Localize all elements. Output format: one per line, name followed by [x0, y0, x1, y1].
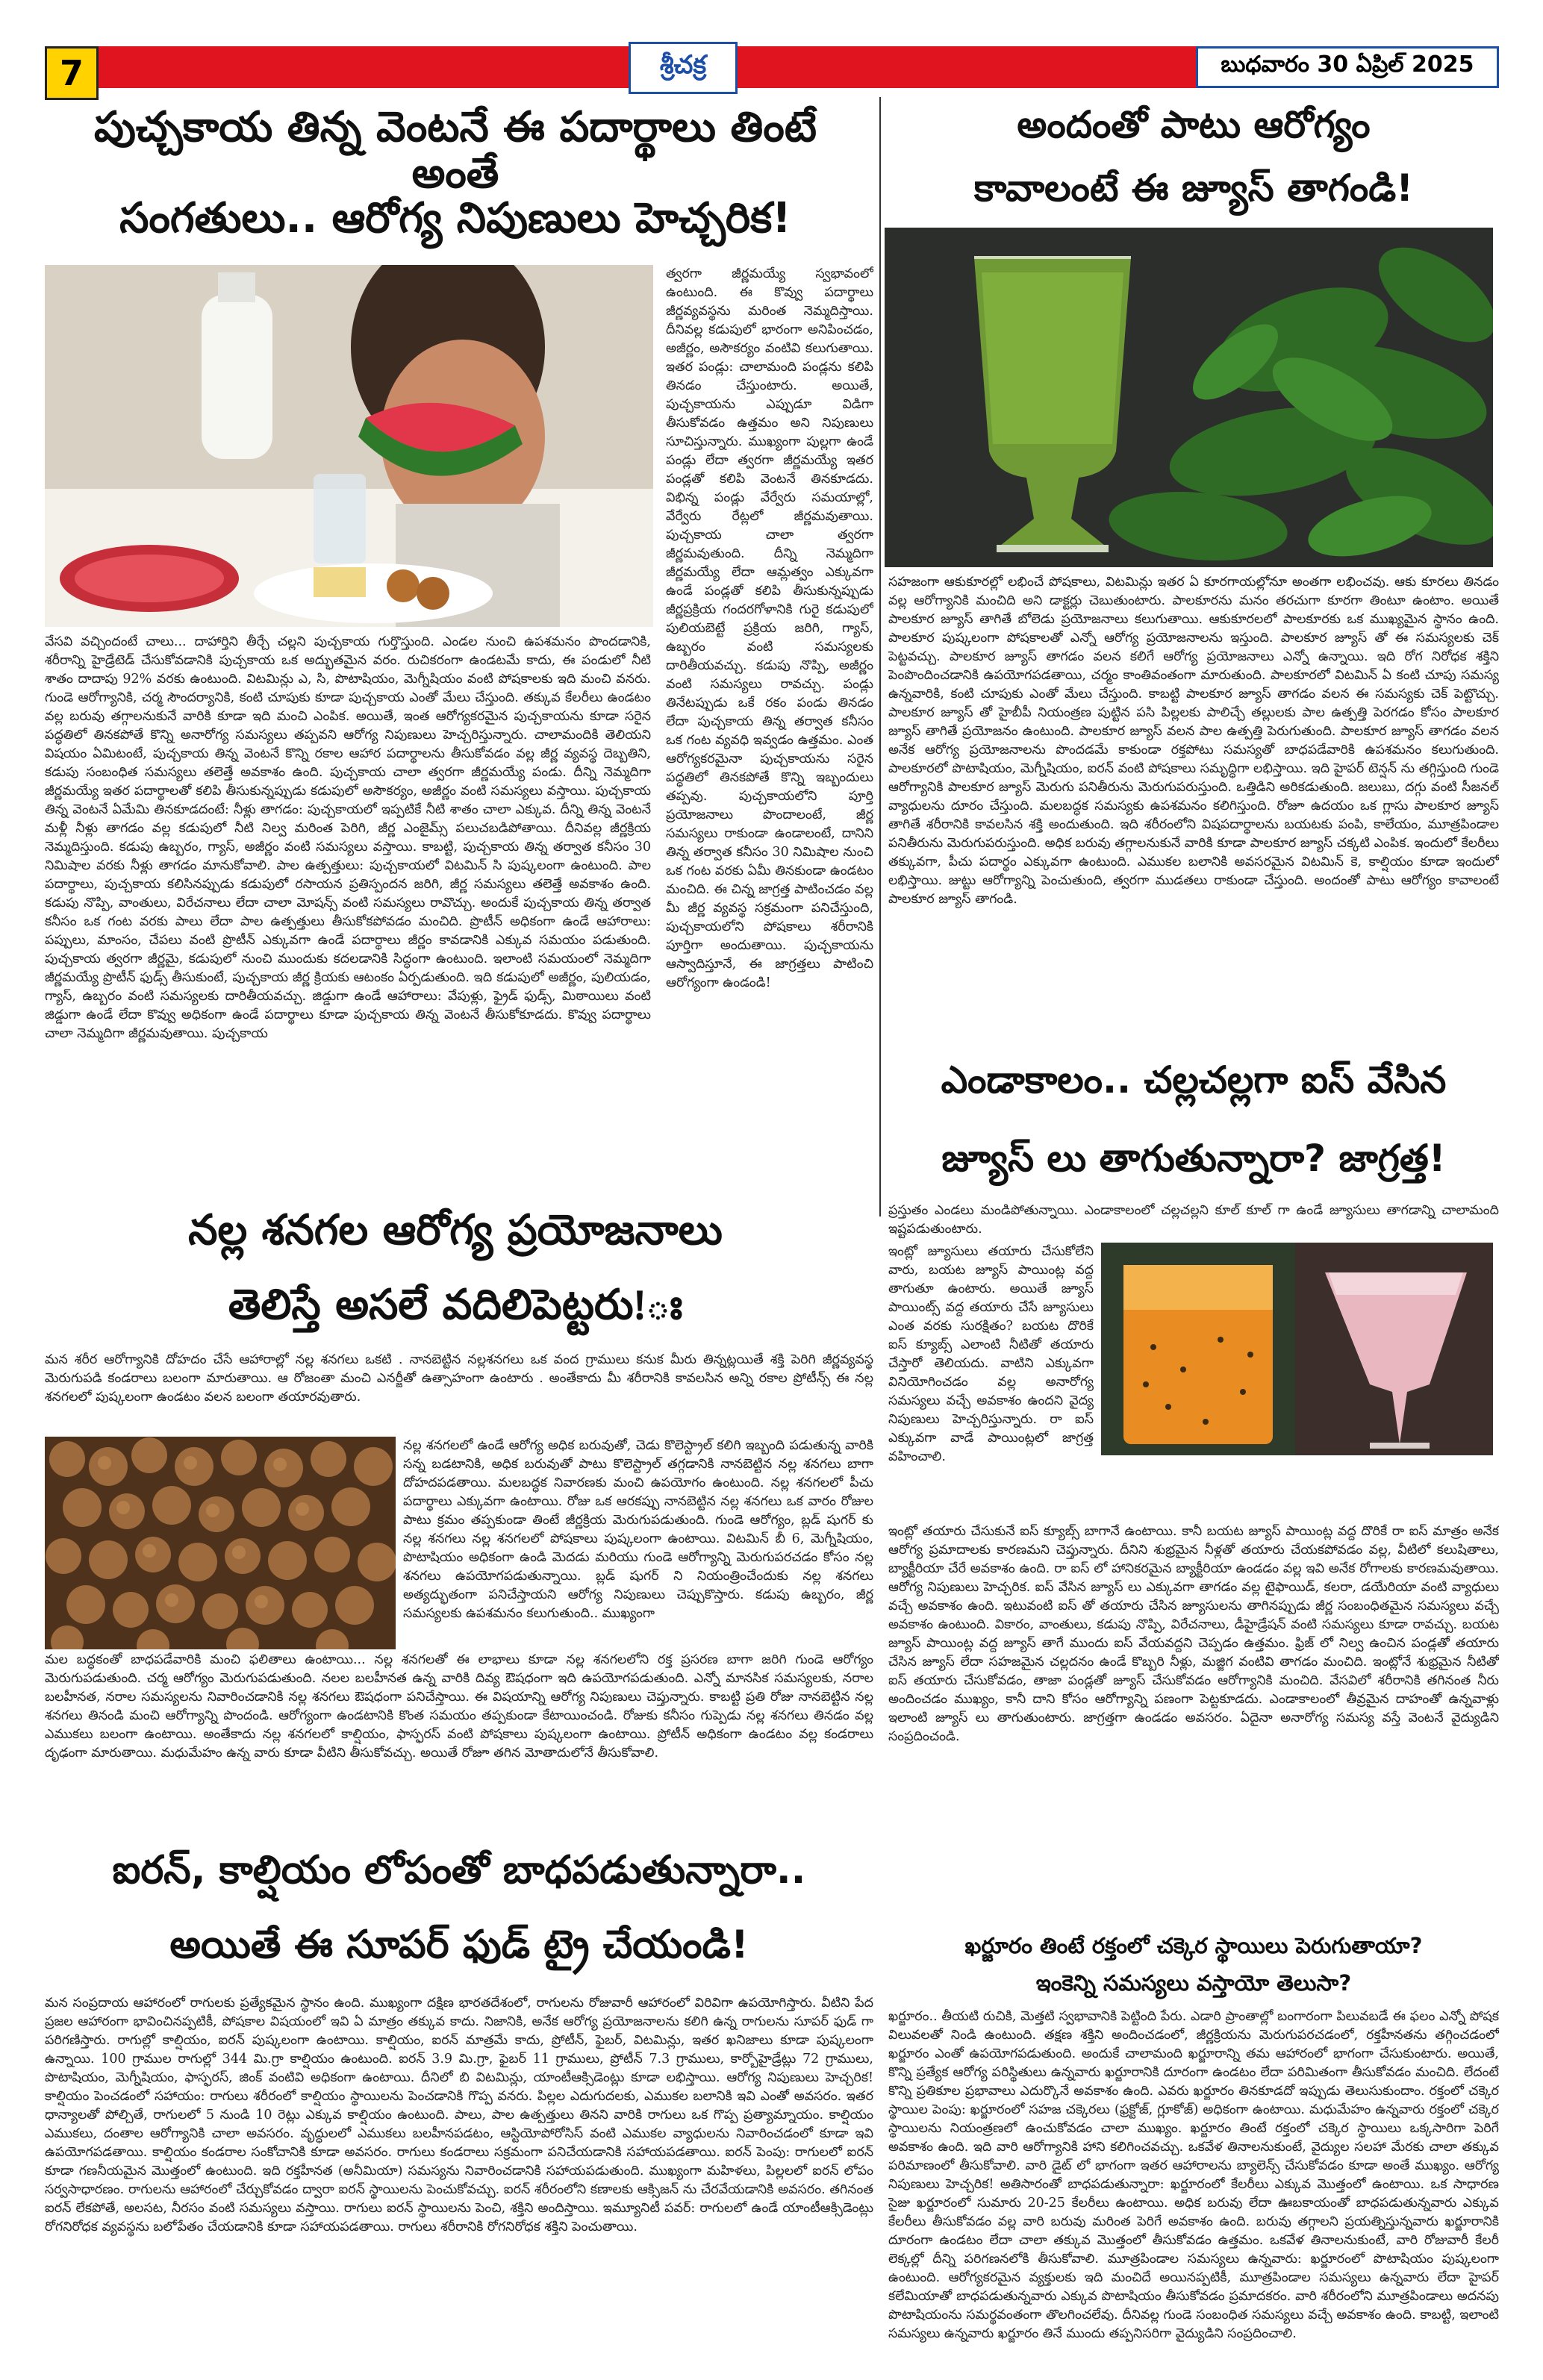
- page-number: 7: [45, 46, 99, 100]
- a1-headline-line2: సంగతులు.. ఆరోగ్య నిపుణులు హెచ్చరిక!: [119, 194, 791, 243]
- a1-side-column: త్వరగా జీర్ణమయ్యే స్వభావంలో ఉంటుంది. ఈ కొవ్వు పదార్థాలు జీర్ణవ్యవస్థను మరింత నెమ్మదిస్తాయి. దీనివల్ల కడుపులో భారంగా అనిపించడం, అజీర్ణం, అసౌకర్యం వంటివి కలుగుతాయి. ఇతర పండ్లు: చాలామంది పండ్లను కలిపి తినడం చేస్తుంటారు. అయితే, పుచ్చకాయను ఎప్పుడూ విడిగా తీసుకోవడం ఉత్తమం అని నిపుణులు సూచిస్తున్నారు. ముఖ్యంగా పుల్లగా ఉండే పండ్లు లేదా త్వరగా జీర్ణమయ్యే ఇతర పండ్లతో కలిపి వెంటనే తినకూడదు. విభిన్న పండ్లు వేర్వేరు సమయాల్లో, వేర్వేరు రేట్లలో జీర్ణమవుతాయి. పుచ్చకాయ చాలా త్వరగా జీర్ణమవుతుంది. దీన్ని నెమ్మదిగా జీర్ణమయ్యే లేదా ఆమ్లత్వం ఎక్కువగా ఉండే పండ్లతో కలిపి తీసుకున్నప్పుడు జీర్ణప్రక్రియ గందరగోళానికి గురై కడుపులో పులియబెట్టే ప్రక్రియ జరిగి, గ్యాస్, ఉబ్బరం వంటి సమస్యలకు దారితీయవచ్చు. కడుపు నొప్పి, అజీర్ణం వంటి సమస్యలు రావచ్చు. పండ్లు తినేటప్పుడు ఒకే రకం పండు తినడం లేదా పుచ్చకాయ తిన్న తర్వాత కనీసం ఒక గంట వ్యవధి ఇవ్వడం ఉత్తమం. ఎంత ఆరోగ్యకరమైనా పుచ్చకాయను సరైన పద్ధతిలో తినకపోతే కొన్ని ఇబ్బందులు తప్పవు. పుచ్చకాయలోని పూర్తి ప్రయోజనాలు పొందాలంటే, జీర్ణ సమస్యలు రాకుండా ఉండాలంటే, దానిని తిన్న తర్వాత కనీసం 30 నిమిషాల నుంచి ఒక గంట వరకు ఏమీ తినకుండా ఉండటం మంచిది. ఈ చిన్న జాగ్రత్త పాటించడం వల్ల మీ జీర్ణ వ్యవస్థ సక్రమంగా పనిచేస్తుంది, పుచ్చకాయలోని పోషకాలు శరీరానికి పూర్తిగా అందుతాయి. పుచ్చకాయను ఆస్వాదిస్తూనే, ఈ జాగ్రత్తలు పాటించి ఆరోగ్యంగా ఉండండి!: [666, 266, 873, 990]
- a4-headline-line2: కావాలంటే ఈ జ్యూస్ తాగండి!: [973, 166, 1414, 210]
- column-divider: [879, 97, 881, 1216]
- a2-side-text: నల్ల శనగలలో ఉండే ఆరోగ్య అధిక బరువుతో, చెడు కొలెస్ట్రాల్ కలిగి ఇబ్బంది పడుతున్న వారికి సన్న బడటానికి, అధిక బరువుతో పాటు కొలెస్ట్రాల్ తగ్గడానికి నానబెట్టిన నల్ల శనగలు బాగా దోహదపడతాయి. మలబద్ధక నివారణకు మంచి ఉపయోగం ఉంటుంది. నల్ల శనగలలో పీచు పదార్థాలు ఎక్కువగా ఉంటాయి. రోజు ఒక ఆరకప్పు నానబెట్టిన నల్ల శనగలు ఒక వారం రోజుల పాటు క్రమం తప్పకుండా తింటే జీర్ణక్రియ మెరుగుపడుతుంది. గుండె ఆరోగ్యం, బ్లడ్ షుగర్ కు నల్ల శనగలు నల్ల శనగలలో పోషకాలు పుష్కలంగా ఉంటాయి. విటమిన్ బీ 6, మెగ్నీషియం, పొటాషియం అధికంగా ఉండి మెదడు మరియు గుండె ఆరోగ్యాన్ని మెరుగుపరచడం కోసం నల్ల శనగలు ఉపయోగపడుతున్నాయి. బ్లడ్ షుగర్ ని నియంత్రించేందుకు నల్ల శనగలు అత్యద్భుతంగా పనిచేస్తాయని ఆరోగ్య నిపుణులు చెప్పుకొస్తారు. కడుపు ఉబ్బరం, జీర్ణ సమస్యలకు ఉపశమనం కలుగుతుంది.. ముఖ్యంగా: [403, 1438, 873, 1621]
- a5-headline-line2: జ్యూస్ లు తాగుతున్నారా? జాగ్రత్త!: [941, 1137, 1446, 1180]
- a3-headline-line2: అయితే ఈ సూపర్ ఫుడ్ ట్రై చేయండి!: [169, 1923, 749, 1967]
- a6-headline-line1: ఖర్జూరం తింటే రక్తంలో చక్కెర స్థాయిలు పెరుగుతాయా?: [964, 1933, 1423, 1958]
- a4-body-text: సహజంగా ఆకుకూరల్లో లభించే పోషకాలు, విటమిన్లు ఇతర ఏ కూరగాయల్లోనూ అంతగా లభించవు. ఆకు కూరలు తినడం వల్ల ఆరోగ్యానికి మంచిది అని డాక్టర్లు చెబుతుంటారు. పాలకూరను మనం తరచుగా కూరగా తింటూ ఉంటాం. అయితే పాలకూర జ్యూస్ తాగితే బోలెడు ప్రయోజనాలు కలుగుతాయి. ఆకుకూరలలో పాలకూరకు ఒక ముఖ్యమైన స్థానం ఉంది. పాలకూర పుష్కలంగా పోషకాలతో ఎన్నో ఆరోగ్య ప్రయోజనాలను ఇస్తుంది. పాలకూర జ్యూస్ తో ఈ సమస్యలకు చెక్ పెట్టవచ్చు. పాలకూర జ్యూస్ తాగడం వలన కలిగే ఆరోగ్య ప్రయోజనాలు ఎన్నో ఉన్నాయి. ఇది రోగ నిరోధక శక్తిని పెంపొందించడానికి ఉపయోగపడతాయి, చర్మం కాంతివంతంగా మారుతుంది. పాలకూరలో విటమిన్ ఏ కంటి చూపు సమస్య ఉన్నవారికి, కంటి చూపుకు ఎంతో మేలు చేస్తుంది. కాబట్టి పాలకూర జ్యూస్ తాగడం వలన ఈ సమస్యకు చెక్ పెట్టొచ్చు. పాలకూర జ్యూస్ తో హైబీపీ నియంత్రణ పుట్టిన పసి పిల్లలకు పాలిచ్చే తల్లులకు పాల ఉత్పత్తి పెరగడం కోసం పాలకూర జ్యూస్ తాగితే ప్రయోజనం ఉంటుంది. పాలకూర జ్యూస్ వలన పాల ఉత్పత్తి పెరుగుతుంది. పాలకూర జ్యూస్ తాగడం వలన అనేక ఆరోగ్య ప్రయోజనాలను పొందడమే కాకుండా రక్తపోటు సమస్యతో బాధపడేవారికి ఉపశమనం కలుగుతుంది. పాలకూరలో పొటాషియం, మెగ్నీషియం, ఐరన్ వంటి పోషకాలు సమృద్ధిగా లభిస్తాయి. ఇది హైపర్ టెన్షన్ ను తగ్గిస్తుంది గుండె ఆరోగ్యానికి పాలకూర జ్యూస్ మెరుగు పనితీరును మెరుగుపరుస్తుంది. ఒత్తిడిని అరికడుతుంది. జలుబు, దగ్గు వంటి సీజనల్ వ్యాధులను దూరం చేస్తుంది. మలబద్ధక సమస్యకు ఉపశమనం కలిగిస్తుంది. రోజూ ఉదయం ఒక గ్లాసు పాలకూర జ్యూస్ తాగితే శరీరానికి కావలసిన శక్తి అందుతుంది. ఇది శరీరంలోని విషపదార్థాలను బయటకు పంపి, కాలేయం, మూత్రపిండాల పనితీరును మెరుగుపరుస్తుంది. అధిక బరువు తగ్గాలనుకునే వారికి కూడా పాలకూర జ్యూస్ చక్కటి ఎంపిక. ఇందులో కేలరీలు తక్కువగా, పీచు పదార్థం ఎక్కువగా ఉంటుంది. ఎముకల బలానికి అవసరమైన విటమిన్ కె, కాల్షియం కూడా ఇందులో లభిస్తాయి. జుట్టు ఆరోగ్యాన్ని పెంచుతుంది, త్వరగా ముడతలు రాకుండా చేస్తుంది. అందంతో పాటు ఆరోగ్యం కావాలంటే పాలకూర జ్యూస్ తాగండి.: [888, 575, 1499, 907]
- a4-headline-line1: అందంతో పాటు ఆరోగ్యం: [1017, 103, 1371, 146]
- watermelon-photo: [45, 265, 653, 627]
- a5-side-text: ఇంట్లో జ్యూసులు తయారు చేసుకోలేని వారు, బయట జ్యూస్ పాయింట్ల వద్ద తాగుతూ ఉంటారు. అయితే జ్యూస్ పాయింట్స్ వద్ద తయారు చేసే జ్యూసులు ఎంత వరకు సురక్షితం? బయట దొరికే ఐస్ క్యూబ్స్ ఎలాంటి నీటితో తయారు చేస్తారో తెలియదు. వాటిని ఎక్కువగా వినియోగించడం వల్ల అనారోగ్య సమస్యలు వచ్చే అవకాశం ఉందని వైద్య నిపుణులు హెచ్చరిస్తున్నారు. రా ఐస్ ఎక్కువగా వాడే పాయింట్లలో జాగ్రత్త వహించాలి.: [888, 1244, 1094, 1464]
- a6-headline-line2: ఇంకెన్ని సమస్యలు వస్తాయో తెలుసా?: [1035, 1970, 1352, 1996]
- a5-body-text: ఇంట్లో తయారు చేసుకునే ఐస్ క్యూబ్స్ బాగానే ఉంటాయి. కానీ బయట జ్యూస్ పాయింట్ల వద్ద దొరికే రా ఐస్ మాత్రం అనేక ఆరోగ్య ప్రమాదాలకు కారణమని చెప్తున్నారు. దీనిని శుభ్రమైన నీళ్లతో తయారు చేయకపోవడం వల్ల, వీటిలో కలుషితాలు, బ్యాక్టీరియా చేరే అవకాశం ఉంది. రా ఐస్ లో హానికరమైన బ్యాక్టీరియా ఉండడం వల్ల ఇవి అనేక రోగాలకు కారణమవుతాయి. ఆరోగ్య నిపుణులు హెచ్చరిక. ఐస్ వేసిన జ్యూస్ లు ఎక్కువగా తాగడం వల్ల టైఫాయిడ్, కలరా, డయేరియా వంటి వ్యాధులు వచ్చే అవకాశం ఉంది. ఇటువంటి ఐస్ తో తయారు చేసిన జ్యూసులను తాగినప్పుడు జీర్ణ సంబంధితమైన సమస్యలు వచ్చే అవకాశం ఉంటుంది. వికారం, వాంతులు, కడుపు నొప్పి, విరేచనాలు, డీహైడ్రేషన్ వంటి సమస్యలు కూడా రావచ్చు. బయట జ్యూస్ పాయింట్ల వద్ద జ్యూస్ తాగే ముందు ఐస్ వేయవద్దని చెప్పడం ఉత్తమం. ఫ్రిజ్ లో నిల్వ ఉంచిన పండ్లతో తయారు చేసిన జ్యూస్ లేదా సహజమైన చల్లదనం ఉండే కొబ్బరి నీళ్లు, మజ్జిగ వంటివి తాగడం మంచిది. ఇంట్లోనే శుభ్రమైన నీటితో ఐస్ తయారు చేసుకోవడం, తాజా పండ్లతో జ్యూస్ చేసుకోవడం ఆరోగ్యానికి మంచిది. వేసవిలో శరీరానికి తగినంత నీరు అందించడం ముఖ్యం, కానీ దాని కోసం ఆరోగ్యాన్ని పణంగా పెట్టకూడదు. ఎండాకాలంలో తీవ్రమైన దాహంతో ఉన్నవాళ్లు ఇలాంటి జ్యూస్ లు తాగుతుంటారు. జాగ్రత్తగా ఉండడం అవసరం. ఏదైనా అనారోగ్య సమస్య వస్తే వెంటనే వైద్యుడిని సంప్రదించండి.: [888, 1524, 1499, 1744]
- a1-body-text: వేసవి వచ్చిందంటే చాలు... దాహార్తిని తీర్చే చల్లని పుచ్చకాయ గుర్తొస్తుంది. ఎండల నుంచి ఉపశమనం పొందడానికి, శరీరాన్ని హైడ్రేటెడ్ చేసుకోవడానికి పుచ్చకాయ ఒక అద్భుతమైన వరం. రుచికరంగా ఉండటమే కాదు, ఈ పండులో నీటి శాతం దాదాపు 92% వరకు ఉంటుంది. విటమిన్లు ఎ, సి, పొటాషియం, మెగ్నీషియం వంటి పోషకాలకు ఇది మంచి వనరు. గుండె ఆరోగ్యానికి, చర్మ సౌందర్యానికి, కంటి చూపుకు కూడా పుచ్చకాయ ఎంతో మేలు చేస్తుంది. తక్కువ కేలరీలు ఉండటం వల్ల బరువు తగ్గాలనుకునే వారికి కూడా ఇది మంచి ఎంపిక. అయితే, ఇంత ఆరోగ్యకరమైన పుచ్చకాయను కూడా సరైన పద్ధతిలో తినకపోతే కొన్ని అనారోగ్య సమస్యలు తప్పవని ఆరోగ్య నిపుణులు హెచ్చరిస్తున్నారు. చాలామందికి తెలియని విషయం ఏమిటంటే, పుచ్చకాయ తిన్న వెంటనే కొన్ని రకాల ఆహార పదార్థాలను తీసుకోవడం వల్ల జీర్ణ వ్యవస్థ దెబ్బతిని, కడుపు సంబంధిత సమస్యలు తలెత్తే అవకాశం ఉంది. పుచ్చకాయ చాలా త్వరగా జీర్ణమయ్యే పండు. దీన్ని నెమ్మదిగా జీర్ణమయ్యే ఇతర పదార్థాలతో కలిపి తీసుకున్నప్పుడు కడుపులో అసౌకర్యం, అజీర్ణం వంటి సమస్యలు వస్తాయి. పుచ్చకాయ తిన్న వెంటనే ఏమేమి తినకూడదంటే: నీళ్లు తాగడం: పుచ్చకాయలో ఇప్పటికే నీటి శాతం చాలా ఎక్కువ. దీన్ని తిన్న వెంటనే మళ్లీ నీళ్లు తాగడం వల్ల కడుపులో నీటి నిల్వ మరింత పెరిగి, జీర్ణ ఎంజైమ్స్ పలుచబడిపోతాయి. దీనివల్ల జీర్ణక్రియ నెమ్మదిస్తుంది. కడుపు ఉబ్బరం, గ్యాస్, అజీర్ణం వంటి సమస్యలు వస్తాయి. కాబట్టి, పుచ్చకాయ తిన్న తర్వాత కనీసం 30 నిమిషాల వరకు నీళ్లు తాగడం మానుకోవాలి. పాల ఉత్పత్తులు: పుచ్చకాయలో విటమిన్ సి పుష్కలంగా ఉంటుంది. పాల పదార్థాలు, పుచ్చకాయ కలిసినప్పుడు కడుపులో రసాయన ప్రతిస్పందన జరిగి, జీర్ణ సమస్యలు తలెత్తే అవకాశం ఉంది. కడుపు నొప్పి, వాంతులు, విరేచనాలు లేదా చాలా మోషన్స్ వంటి సమస్యలు రావొచ్చు. అందుకే పుచ్చకాయ తిన్న తర్వాత కనీసం ఒక గంట వరకు పాలు లేదా పాల ఉత్పత్తులు తీసుకోకపోవడం మంచిది. ప్రొటీన్ అధికంగా ఉండే ఆహారాలు: పప్పులు, మాంసం, చేపలు వంటి ప్రొటీన్ ఎక్కువగా ఉండే పదార్థాలు జీర్ణం కావడానికి ఎక్కువ సమయం పడుతుంది. పుచ్చకాయ త్వరగా జీర్ణమై, కడుపులో నుంచి ముందుకు కదలడానికి సిద్ధంగా ఉంటుంది. ఇలాంటి సమయంలో నెమ్మదిగా జీర్ణమయ్యే ప్రొటీన్ ఫుడ్స్ తీసుకుంటే, పుచ్చకాయ జీర్ణ క్రియకు ఆటంకం ఏర్పడుతుంది. ఇది కడుపులో అజీర్ణం, పులియడం, గ్యాస్, ఉబ్బరం వంటి సమస్యలకు దారితీయవచ్చు. జిడ్డుగా ఉండే ఆహారాలు: వేపుళ్లు, ఫ్రైడ్ ఫుడ్స్, మిఠాయిలు వంటి జిడ్డుగా ఉండే లేదా కొవ్వు అధికంగా ఉండే పదార్థాలు కూడా పుచ్చకాయ తిన్న వెంటనే తీసుకోకూడదు. కొవ్వు పదార్థాలు చాలా నెమ్మదిగా జీర్ణమవుతాయి. పుచ్చకాయ: [45, 634, 651, 1041]
- a1-headline-line1: పుచ్చకాయ తిన్న వెంటనే ఈ పదార్థాలు తింటే అంతే: [94, 103, 817, 198]
- a2-body-text: మల బద్ధకంతో బాధపడేవారికి మంచి ఫలితాలు ఉంటాయి... నల్ల శనగలతో ఈ లాభాలు కూడా నల్ల శనగలలోని రక్త ప్రసరణ బాగా జరిగి గుండె ఆరోగ్యం మెరుగుపడుతుంది. చర్మ ఆరోగ్యం మెరుగుపడుతుంది. నలల బలహీనత ఉన్న వారికి దివ్య ఔషధంగా ఇది ఉపయోగపడుతుంది. ఎన్నో మానసిక సమస్యలకు, నరాల బలహీనత, నరాల సమస్యలను నివారించడానికి నల్ల శనగలు ఔషధంగా పనిచేస్తాయి. ఈ విషయాన్ని ఆరోగ్య నిపుణులు చెప్తున్నారు. కాబట్టి ప్రతి రోజు నానబెట్టిన నల్ల శనగలు తినండి మంచి ఆరోగ్యాన్ని పొందండి. ఆరోగ్యంగా ఉండటానికి కొంత సమయం తప్పకుండా కేటాయించండి. రోజుకు కనీసం గుప్పెడు నల్ల శనగలు తినడం వల్ల ఎముకలు బలంగా ఉంటాయి. అంతేకాదు నల్ల శనగలలో కాల్షియం, ఫాస్ఫరస్ వంటి పోషకాలు పుష్కలంగా ఉంటాయి. ప్రోటీన్ అధికంగా ఉండటం వల్ల కండరాలు దృఢంగా మారుతాయి. మధుమేహం ఉన్న వారు కూడా వీటిని తీసుకోవచ్చు. అయితే రోజూ తగిన మోతాదులోనే తీసుకోవాలి.: [45, 1652, 873, 1761]
- a3-headline-line1: ఐరన్, కాల్షియం లోపంతో బాధపడుతున్నారా..: [112, 1848, 806, 1893]
- a5-headline-line1: ఎండాకాలం.. చల్లచల్లగా ఐస్ వేసిన: [941, 1058, 1447, 1102]
- iced-juices-photo: [1101, 1243, 1493, 1455]
- spinach-juice-glass-image: [885, 228, 1493, 567]
- newspaper-logo: శ్రీచక్ర: [629, 42, 738, 94]
- a2-headline-line2: తెలిస్తే అసలే వదిలిపెట్టరు!ః: [228, 1281, 683, 1329]
- a2-headline-line1: నల్ల శనగల ఆరోగ్య ప్రయోజనాలు: [188, 1206, 723, 1255]
- woman-eating-watermelon-image: [45, 265, 653, 627]
- a2-intro-text: మన శరీర ఆరోగ్యానికి దోహదం చేసే ఆహారాల్లో నల్ల శనగలు ఒకటి . నానబెట్టిన నల్లశనగలు ఒక వంద గ్రాములు కనుక మీరు తిన్నట్లయితే శక్తి పెరిగి జీర్ణవ్యవస్థ మెరుగుపడి కండరాలు బలంగా మారుతాయి. ఆ రోజంతా మంచి ఎనర్జీతో ఉత్సాహంగా ఉంటారు . అంతేకాదు మీ శరీరానికి కావలసిన అన్ని రకాల ప్రోటీన్స్ ఈ నల్ల శనగలలో పుష్కలంగా ఉండటం వలన బలంగా తయారవుతారు.: [45, 1352, 873, 1405]
- a3-body-text: మన సంప్రదాయ ఆహారంలో రాగులకు ప్రత్యేకమైన స్థానం ఉంది. ముఖ్యంగా దక్షిణ భారతదేశంలో, రాగులను రోజువారీ ఆహారంలో విరివిగా ఉపయోగిస్తారు. వీటిని పేద ప్రజల ఆహారంగా భావించినప్పటికీ, పోషకాల విషయంలో ఇవి ఏ మాత్రం తక్కువ కాదు. నిజానికి, అనేక ఆరోగ్య ప్రయోజనాలను కలిగి ఉన్న రాగులను సూపర్ ఫుడ్ గా పరిగణిస్తారు. రాగుల్లో కాల్షియం, ఐరన్ పుష్కలంగా ఉంటాయి. కాల్షియం, ఐరన్ మాత్రమే కాదు, ప్రోటీన్, ఫైబర్, విటమిన్లు, ఇతర ఖనిజాలు కూడా పుష్కలంగా ఉన్నాయి. 100 గ్రాముల రాగుల్లో 344 మి.గ్రా కాల్షియం ఉంటుంది. ఐరన్ 3.9 మి.గ్రా, ఫైబర్ 11 గ్రాములు, ప్రోటీన్ 7.3 గ్రాములు, కార్బోహైడ్రేట్లు 72 గ్రాములు, పొటాషియం, మెగ్నీషియం, ఫాస్ఫరస్, జింక్ వంటివి అధికంగా ఉంటాయి. దీనిలో బి విటమిన్లు, యాంటీఆక్సిడెంట్లు కూడా లభిస్తాయి. ఆరోగ్య నిపుణులు హెచ్చరిక! కాల్షియం పెంచడంలో సహాయం: రాగులు శరీరంలో కాల్షియం స్థాయిలను పెంచడానికి గొప్ప వనరు. పిల్లల ఎదుగుదలకు, ఎముకల బలానికి ఇవి ఎంతో అవసరం. ఇతర ధాన్యాలతో పోల్చితే, రాగులలో 5 నుండి 10 రెట్లు ఎక్కువ కాల్షియం ఉంటుంది. పాలు, పాల ఉత్పత్తులు తినని వారికి రాగులు ఒక గొప్ప ప్రత్యామ్నాయం. కాల్షియం ఎముకలు, దంతాల ఆరోగ్యానికి చాలా అవసరం. వృద్ధులలో ఎముకలు బలహీనపడటం, ఆస్టియోపోరోసిస్ వంటి ఎముకల వ్యాధులను నివారించడంలో కూడా ఇవి ఉపయోగపడతాయి. కాల్షియం కండరాల సంకోచానికి కూడా అవసరం. రాగులు కండరాలు సక్రమంగా పనిచేయడానికి సహాయపడతాయి. ఐరన్ పెంపు: రాగులలో ఐరన్ కూడా గణనీయమైన మొత్తంలో ఉంటుంది. ఇది రక్తహీనత (అనీమియా) సమస్యను నివారించడానికి సహాయపడుతుంది. ముఖ్యంగా మహిళలు, పిల్లలలో ఐరన్ లోపం సర్వసాధారణం. రాగులను ఆహారంలో చేర్చుకోవడం ద్వారా ఐరన్ స్థాయిలను పెంచుకోవచ్చు. ఐరన్ శరీరంలోని కణాలకు ఆక్సిజన్ ను చేరవేయడానికి అవసరం. తగినంత ఐరన్ లేకపోతే, అలసట, నీరసం వంటి సమస్యలు వస్తాయి. రాగులు ఐరన్ స్థాయిలను పెంచి, శక్తిని అందిస్తాయి. ఇమ్యూనిటీ పవర్: రాగులలో ఉండే యాంటీఆక్సిడెంట్లు రోగనిరోధక వ్యవస్థను బలోపేతం చేయడానికి కూడా సహాయపడతాయి. రాగులు శరీరానికి రోగనిరోధక శక్తిని పెంచుతాయి.: [45, 1996, 873, 2234]
- a5-intro-text: ప్రస్తుతం ఎండలు మండిపోతున్నాయి. ఎండాకాలంలో చల్లచల్లని కూల్ కూల్ గా ఉండే జ్యూసులు తాగడాన్ని చాలామంది ఇష్టపడుతుంటారు.: [888, 1203, 1499, 1237]
- a6-body-text: ఖర్జూరం.. తీయటి రుచికి, మెత్తటి స్వభావానికి పెట్టింది పేరు. ఎడారి ప్రాంతాల్లో బంగారంగా పిలువబడే ఈ ఫలం ఎన్నో పోషక విలువలతో నిండి ఉంటుంది. తక్షణ శక్తిని అందించడంలో, జీర్ణక్రియను మెరుగుపరచడంలో, రక్తహీనతను తగ్గించడంలో ఖర్జూరం ఎంతో ఉపయోగపడుతుంది. అందుకే చాలామంది ఖర్జూరాన్ని తమ ఆహారంలో భాగంగా చేసుకుంటారు. అయితే, కొన్ని ప్రత్యేక ఆరోగ్య పరిస్థితులు ఉన్నవారు ఖర్జూరానికి దూరంగా ఉండటం లేదా పరిమితంగా తీసుకోవడం మంచిది. లేదంటే కొన్ని ప్రతికూల ప్రభావాలు ఎదుర్కొనే అవకాశం ఉంది. ఎవరు ఖర్జూరం తినకూడదో ఇప్పుడు తెలుసుకుందాం. రక్తంలో చక్కెర స్థాయిల పెంపు: ఖర్జూరంలో సహజ చక్కెరలు (ఫ్రక్టోజ్, గ్లూకోజ్) అధికంగా ఉంటాయి. మధుమేహం ఉన్నవారు రక్తంలో చక్కెర స్థాయిలను నియంత్రణలో ఉంచుకోవడం చాలా ముఖ్యం. ఖర్జూరం తింటే రక్తంలో చక్కెర స్థాయిలు ఒక్కసారిగా పెరిగే అవకాశం ఉంది. ఇది వారి ఆరోగ్యానికి హాని కలిగించవచ్చు. ఒకవేళ తినాలనుకుంటే, వైద్యుల సలహా మేరకు చాలా తక్కువ పరిమాణంలో తీసుకోవాలి. వారి డైట్ లో భాగంగా ఇతర ఆహారాలను బ్యాలెన్స్ చేసుకోవడం కూడా అంతే ముఖ్యం. ఆరోగ్య నిపుణులు హెచ్చరిక! అతిసారంతో బాధపడుతున్నారా: ఖర్జూరంలో కేలరీలు ఎక్కువ మొత్తంలో ఉంటాయి. ఒక సాధారణ సైజు ఖర్జూరంలో సుమారు 20-25 కేలరీలు ఉంటాయి. అధిక బరువు లేదా ఊబకాయంతో బాధపడుతున్నవారు ఎక్కువ కేలరీలు తీసుకోవడం వల్ల వారి బరువు మరింత పెరిగే అవకాశం ఉంది. బరువు తగ్గాలని ప్రయత్నిస్తున్నవారు ఖర్జూరానికి దూరంగా ఉండటం లేదా చాలా తక్కువ మొత్తంలో తీసుకోవడం ఉత్తమం. ఒకవేళ తినాలనుకుంటే, వారి రోజువారీ కేలరీ లెక్కల్లో దీన్ని పరిగణనలోకి తీసుకోవాలి. మూత్రపిండాల సమస్యలు ఉన్నవారు: ఖర్జూరంలో పొటాషియం పుష్కలంగా ఉంటుంది. ఆరోగ్యకరమైన వ్యక్తులకు ఇది మంచిదే అయినప్పటికీ, మూత్రపిండాల సమస్యలు ఉన్నవారు లేదా హైపర్ కలేమియాతో బాధపడుతున్నవారు ఎక్కువ పొటాషియం తీసుకోవడం ప్రమాదకరం. వారి శరీరంలోని మూత్రపిండాలు అదనపు పొటాషియంను సమర్థవంతంగా తొలగించలేవు. దీనివల్ల గుండె సంబంధిత సమస్యలు వచ్చే అవకాశం ఉంది. కాబట్టి, ఇలాంటి సమస్యలు ఉన్నవారు ఖర్జూరం తినే ముందు తప్పనిసరిగా వైద్యుడిని సంప్రదించాలి.: [888, 2009, 1499, 2341]
- spinach-juice-photo: [885, 228, 1493, 567]
- black-chickpeas-image: [45, 1437, 396, 1649]
- iced-juice-glasses-image: [1101, 1243, 1493, 1455]
- chickpeas-photo: [45, 1437, 396, 1649]
- edition-date: బుధవారం 30 ఏప్రిల్ 2025: [1196, 46, 1499, 88]
